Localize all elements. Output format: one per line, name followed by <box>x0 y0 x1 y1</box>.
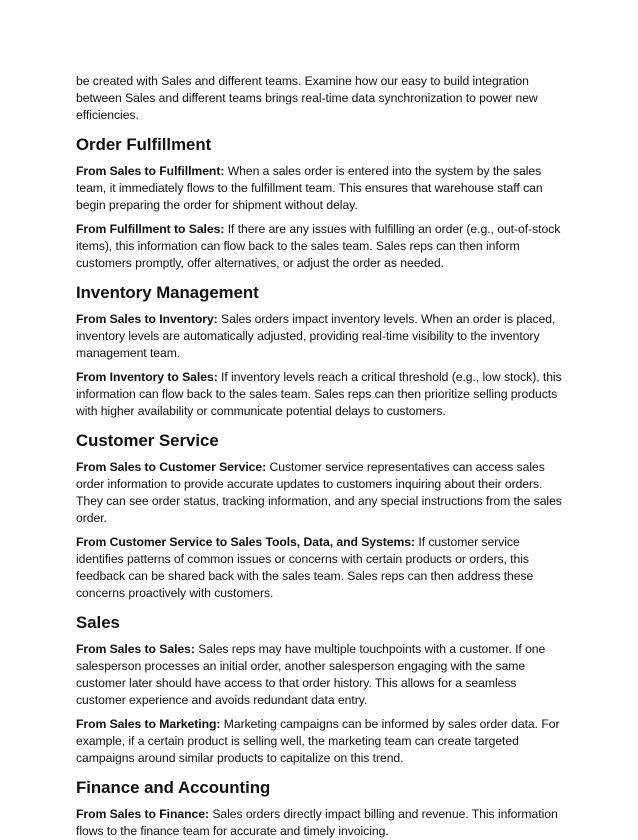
paragraph <box>76 163 562 214</box>
section-sales <box>76 612 562 767</box>
paragraph <box>76 641 562 709</box>
paragraph-lead: From Sales to Customer Service: <box>76 460 267 474</box>
section-inventory-management <box>76 282 562 420</box>
paragraph-lead: From Sales to Sales: <box>76 642 195 656</box>
paragraph-text: If there are any issues with fulfilling an order (e.g., out-of-stock items), this information can flow back to the sales team. Sales reps can then inform customers promptly, offer alternatives, or adjust the order as needed. <box>76 222 561 270</box>
section-heading: Finance and Accounting <box>76 778 271 797</box>
paragraph <box>76 716 562 767</box>
paragraph <box>76 459 562 527</box>
section-heading: Inventory Management <box>76 283 259 302</box>
paragraph <box>76 806 562 840</box>
paragraph-lead: From Fulfillment to Sales: <box>76 222 225 236</box>
paragraph-text: Sales orders impact inventory levels. When an order is placed, inventory levels are automatically adjusted, providing real-time visibility to the inventory management team. <box>76 312 556 360</box>
paragraph <box>76 221 562 272</box>
paragraph-lead: From Inventory to Sales: <box>76 370 218 384</box>
section-heading: Customer Service <box>76 431 219 450</box>
paragraph-text: Marketing campaigns can be informed by sales order data. For example, if a certain product is selling well, the marketing team can create targeted campaigns around similar products to capitalize on this trend. <box>76 717 560 765</box>
paragraph-lead: From Sales to Inventory: <box>76 312 218 326</box>
paragraph-text: If customer service identifies patterns of common issues or concerns with certain products or orders, this feedback can be shared back with the sales team. Sales reps can then address these concerns proactively with customers. <box>76 535 534 600</box>
paragraph-text: Sales reps may have multiple touchpoints with a customer. If one salesperson processes an initial order, another salesperson engaging with the same customer later should have access to that order history. This allows for a seamless customer experience and avoids redundant data entry. <box>76 642 546 707</box>
section-heading: Sales <box>76 613 120 632</box>
paragraph <box>76 369 562 420</box>
paragraph-lead: From Sales to Fulfillment: <box>76 164 225 178</box>
section-order-fulfillment <box>76 134 562 272</box>
intro-paragraph: be created with Sales and different teams. Examine how our easy to build integration between Sales and different teams brings real-time data synchronization to power new efficiencies. <box>76 74 538 122</box>
paragraph-lead: From Sales to Finance: <box>76 807 209 821</box>
paragraph-text: If inventory levels reach a critical threshold (e.g., low stock), this information can flow back to the sales team. Sales reps can then prioritize selling products with higher availability or communicate potential delays to customers. <box>76 370 562 418</box>
section-customer-service <box>76 430 562 602</box>
paragraph-text: Sales orders directly impact billing and revenue. This information flows to the finance team for accurate and timely invoicing. <box>76 807 558 838</box>
paragraph-text: When a sales order is entered into the system by the sales team, it immediately flows to the fulfillment team. This ensures that warehouse staff can begin preparing the order for shipment without delay. <box>76 164 543 212</box>
section-heading: Order Fulfillment <box>76 135 212 154</box>
paragraph-text: Customer service representatives can access sales order information to provide accurate updates to customers inquiring about their orders. They can see order status, tracking information, and any special instructions from the sales order. <box>76 460 562 525</box>
section-finance-and-accounting <box>76 777 562 840</box>
paragraph <box>76 311 562 362</box>
paragraph <box>76 534 562 602</box>
paragraph-lead: From Sales to Marketing: <box>76 717 221 731</box>
paragraph-lead: From Customer Service to Sales Tools, Data, and Systems: <box>76 535 416 549</box>
